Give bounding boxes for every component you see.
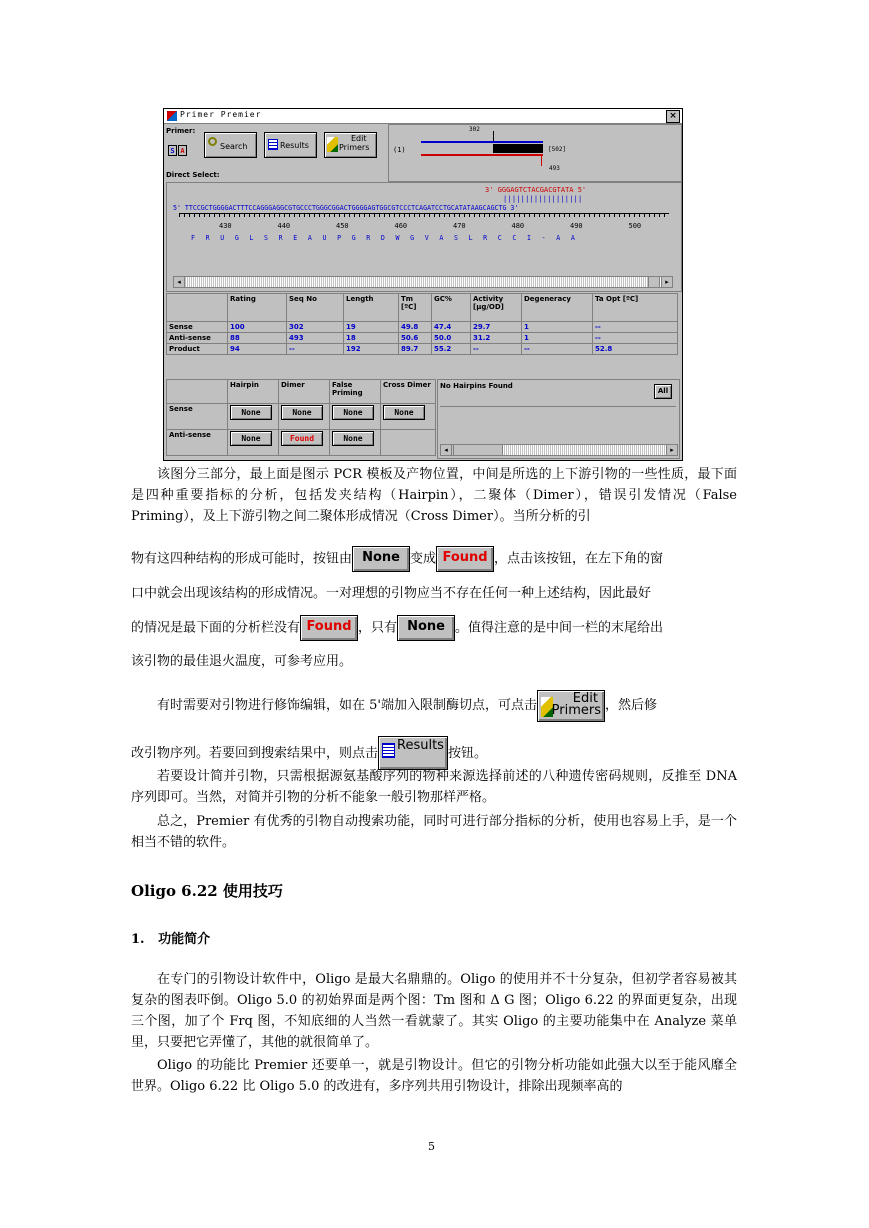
analysis-message: No Hairpins Found — [440, 382, 513, 390]
template-line-red — [421, 154, 543, 156]
inline-found-button: Found — [436, 546, 494, 572]
antisense-arrow — [541, 154, 542, 166]
paragraph-figure-description: 该图分三部分，最上面是图示 PCR 模板及产物位置，中间是所选的上下游引物的一些性质，最下面是四种重要指标的分析，包括发夹结构（Hairpin），二聚体（Dimer），错误引发情况（False Priming），及上下游引物之间二聚体形成情况（Cross Dimer）。当所分析的引 — [131, 467, 737, 524]
base-pair-bonds: |||||||||||||||||| — [503, 195, 583, 203]
pencil-icon — [327, 137, 338, 152]
paragraph-line: 口中就会出现该结构的形成情况。一对理想的引物应当不存在任何一种上述结构，因此最好 — [131, 586, 652, 601]
product-bar — [493, 144, 543, 153]
scroll-right-icon[interactable]: ▸ — [666, 445, 678, 455]
ruler-label: 460 — [394, 222, 408, 230]
table-row: Product 94 -- 192 89.7 55.2 -- -- 52.8 — [167, 344, 678, 355]
paragraph-results: 改引物序列。若要回到搜索结果中，则点击 Results 按钮。 — [131, 736, 737, 768]
all-button[interactable]: All — [654, 384, 672, 399]
horizontal-scrollbar[interactable] — [173, 276, 673, 288]
edit-primers-button[interactable]: Edit Primers — [324, 132, 377, 158]
close-icon[interactable]: × — [666, 110, 680, 123]
ruler — [179, 213, 669, 222]
ruler-label: 500 — [628, 222, 642, 230]
paragraph-degenerate: 若要设计简并引物，只需根据源氨基酸序列的物种来源选择前述的八种遗传密码规则，反推至 DNA 序列即可。当然，对简并引物的分析不能象一般引物那样严格。 — [131, 769, 737, 805]
section-heading: Oligo 6.22 使用技巧 — [131, 882, 283, 900]
antisense-toggle[interactable]: A — [178, 145, 187, 156]
subsection-heading: 1. 功能简介 — [131, 932, 211, 947]
inline-found-button: Found — [300, 615, 358, 641]
paragraph-edit: 有时需要对引物进行修饰编辑，如在 5'端加入限制酶切点，可点击 Edit Primers ，然后修 — [131, 690, 737, 722]
sense-hairpin-button[interactable]: None — [230, 405, 272, 420]
paragraph-best-case: 的情况是最下面的分析栏没有 Found ，只有 None 。值得注意的是中间一栏的末尾给出 — [131, 615, 737, 641]
antisense-sequence: 3' GGGAGTCTACGACGTATA 5' — [485, 186, 587, 194]
scroll-thumb[interactable] — [648, 277, 660, 287]
ruler-label: 440 — [277, 222, 291, 230]
title-bar — [164, 109, 682, 124]
scroll-right-icon[interactable]: ▸ — [661, 277, 673, 287]
product-map: (1) 302 [502] 493 — [388, 124, 682, 182]
cross-dimer-button[interactable]: None — [383, 405, 425, 420]
sense-toggle[interactable]: S — [168, 145, 177, 156]
primer-label: Primer: — [166, 127, 196, 135]
scroll-thumb[interactable] — [453, 445, 503, 455]
results-button[interactable]: Results — [264, 132, 317, 158]
inline-none-button: None — [397, 615, 455, 641]
structure-analysis-table: Hairpin Dimer False Priming Cross Dimer Sense None None None None Anti-sense None Found None — [166, 379, 436, 456]
primer-premier-window — [163, 108, 683, 461]
paragraph-line: 该引物的最佳退火温度，可参考应用。 — [131, 654, 353, 669]
ruler-label: 430 — [219, 222, 232, 230]
ruler-label: 470 — [453, 222, 466, 230]
paragraph-oligo-features: Oligo 的功能比 Premier 还要单一，就是引物设计。但它的引物分析功能如此强大以至于能风靡全世界。Oligo 6.22 比 Oligo 5.0 的改进有，多序列共用引物设计，排除出现频率高的 — [131, 1058, 737, 1094]
amino-acid-sequence: F R U G L S R E A U P G R D W G V A S L R C C I - A A — [191, 234, 576, 242]
primer-properties-table: Rating Seq No Length Tm [ºC] GC% Activity [μg/OD] Degeneracy Ta Opt [ºC] Sense 100 302 19 49.8 47.4 29.7 1 -- Anti-sense 88 493 18 50.6 50.0 31.2 1 -- Product 94 -- 192 89.7 55.2 -- -- 52.8 — [166, 293, 678, 355]
inline-results-button: Results — [378, 736, 448, 770]
app-icon — [167, 111, 177, 121]
inline-none-button: None — [352, 546, 410, 572]
paragraph-summary: 总之，Premier 有优秀的引物自动搜索功能，同时可进行部分指标的分析，使用也容易上手，是一个相当不错的软件。 — [131, 814, 737, 850]
sense-false-priming-button[interactable]: None — [332, 405, 374, 420]
scroll-left-icon[interactable]: ◂ — [441, 445, 452, 455]
analysis-text-area — [440, 406, 676, 443]
analysis-scrollbar[interactable] — [440, 444, 678, 456]
antisense-false-priming-button[interactable]: None — [332, 431, 374, 446]
paragraph-oligo-intro: 在专门的引物设计软件中，Oligo 是最大名鼎鼎的。Oligo 的使用并不十分复杂，但初学者容易被其复杂的图表吓倒。Oligo 5.0 的初始界面是两个图：Tm 图和 Δ G 图；Oligo 6.22 的界面更复杂，出现三个图，加了个 Frq 图，不知底细的人当然一看就蒙了。其实 Oligo 的主要功能集中在 Analyze 菜单里，只要把它弄懂了，其他的就很简单了。 — [131, 972, 737, 1050]
search-button[interactable]: Search — [204, 132, 257, 158]
window-title: Primer Premier — [180, 110, 262, 119]
ruler-label: 450 — [336, 222, 349, 230]
template-line-blue — [421, 141, 543, 143]
ruler-label: 480 — [511, 222, 525, 230]
sense-dimer-button[interactable]: None — [281, 405, 323, 420]
antisense-dimer-button[interactable]: Found — [281, 431, 323, 446]
table-row: Sense 100 302 19 49.8 47.4 29.7 1 -- — [167, 322, 678, 333]
search-icon — [208, 137, 217, 146]
table-row: Sense None None None None — [167, 404, 436, 430]
inline-edit-primers-button: Edit Primers — [537, 690, 605, 722]
direct-select-label: Direct Select: — [166, 171, 220, 179]
table-icon — [382, 743, 395, 758]
page-number: 5 — [428, 1140, 435, 1153]
sense-sequence: 5' TTCCGCTGGGGACTTTCCAGGGAGGCGTGCCCTGGGCGGACTGGGGAGTGGCGTCCCTCAGATCCTGCATATAAGCAGCTG 3' — [173, 204, 519, 212]
table-icon — [268, 139, 278, 150]
ruler-label: 490 — [570, 222, 583, 230]
table-row: Anti-sense None Found None — [167, 430, 436, 456]
sequence-panel — [166, 182, 682, 292]
table-row: Anti-sense 88 493 18 50.6 50.0 31.2 1 -- — [167, 333, 678, 344]
paragraph-buttons: 物有这四种结构的形成可能时，按钮由 None 变成 Found ，点击该按钮，在左下角的窗 — [131, 546, 737, 572]
antisense-hairpin-button[interactable]: None — [230, 431, 272, 446]
analysis-detail-pane — [437, 379, 680, 459]
scroll-left-icon[interactable]: ◂ — [174, 277, 185, 287]
